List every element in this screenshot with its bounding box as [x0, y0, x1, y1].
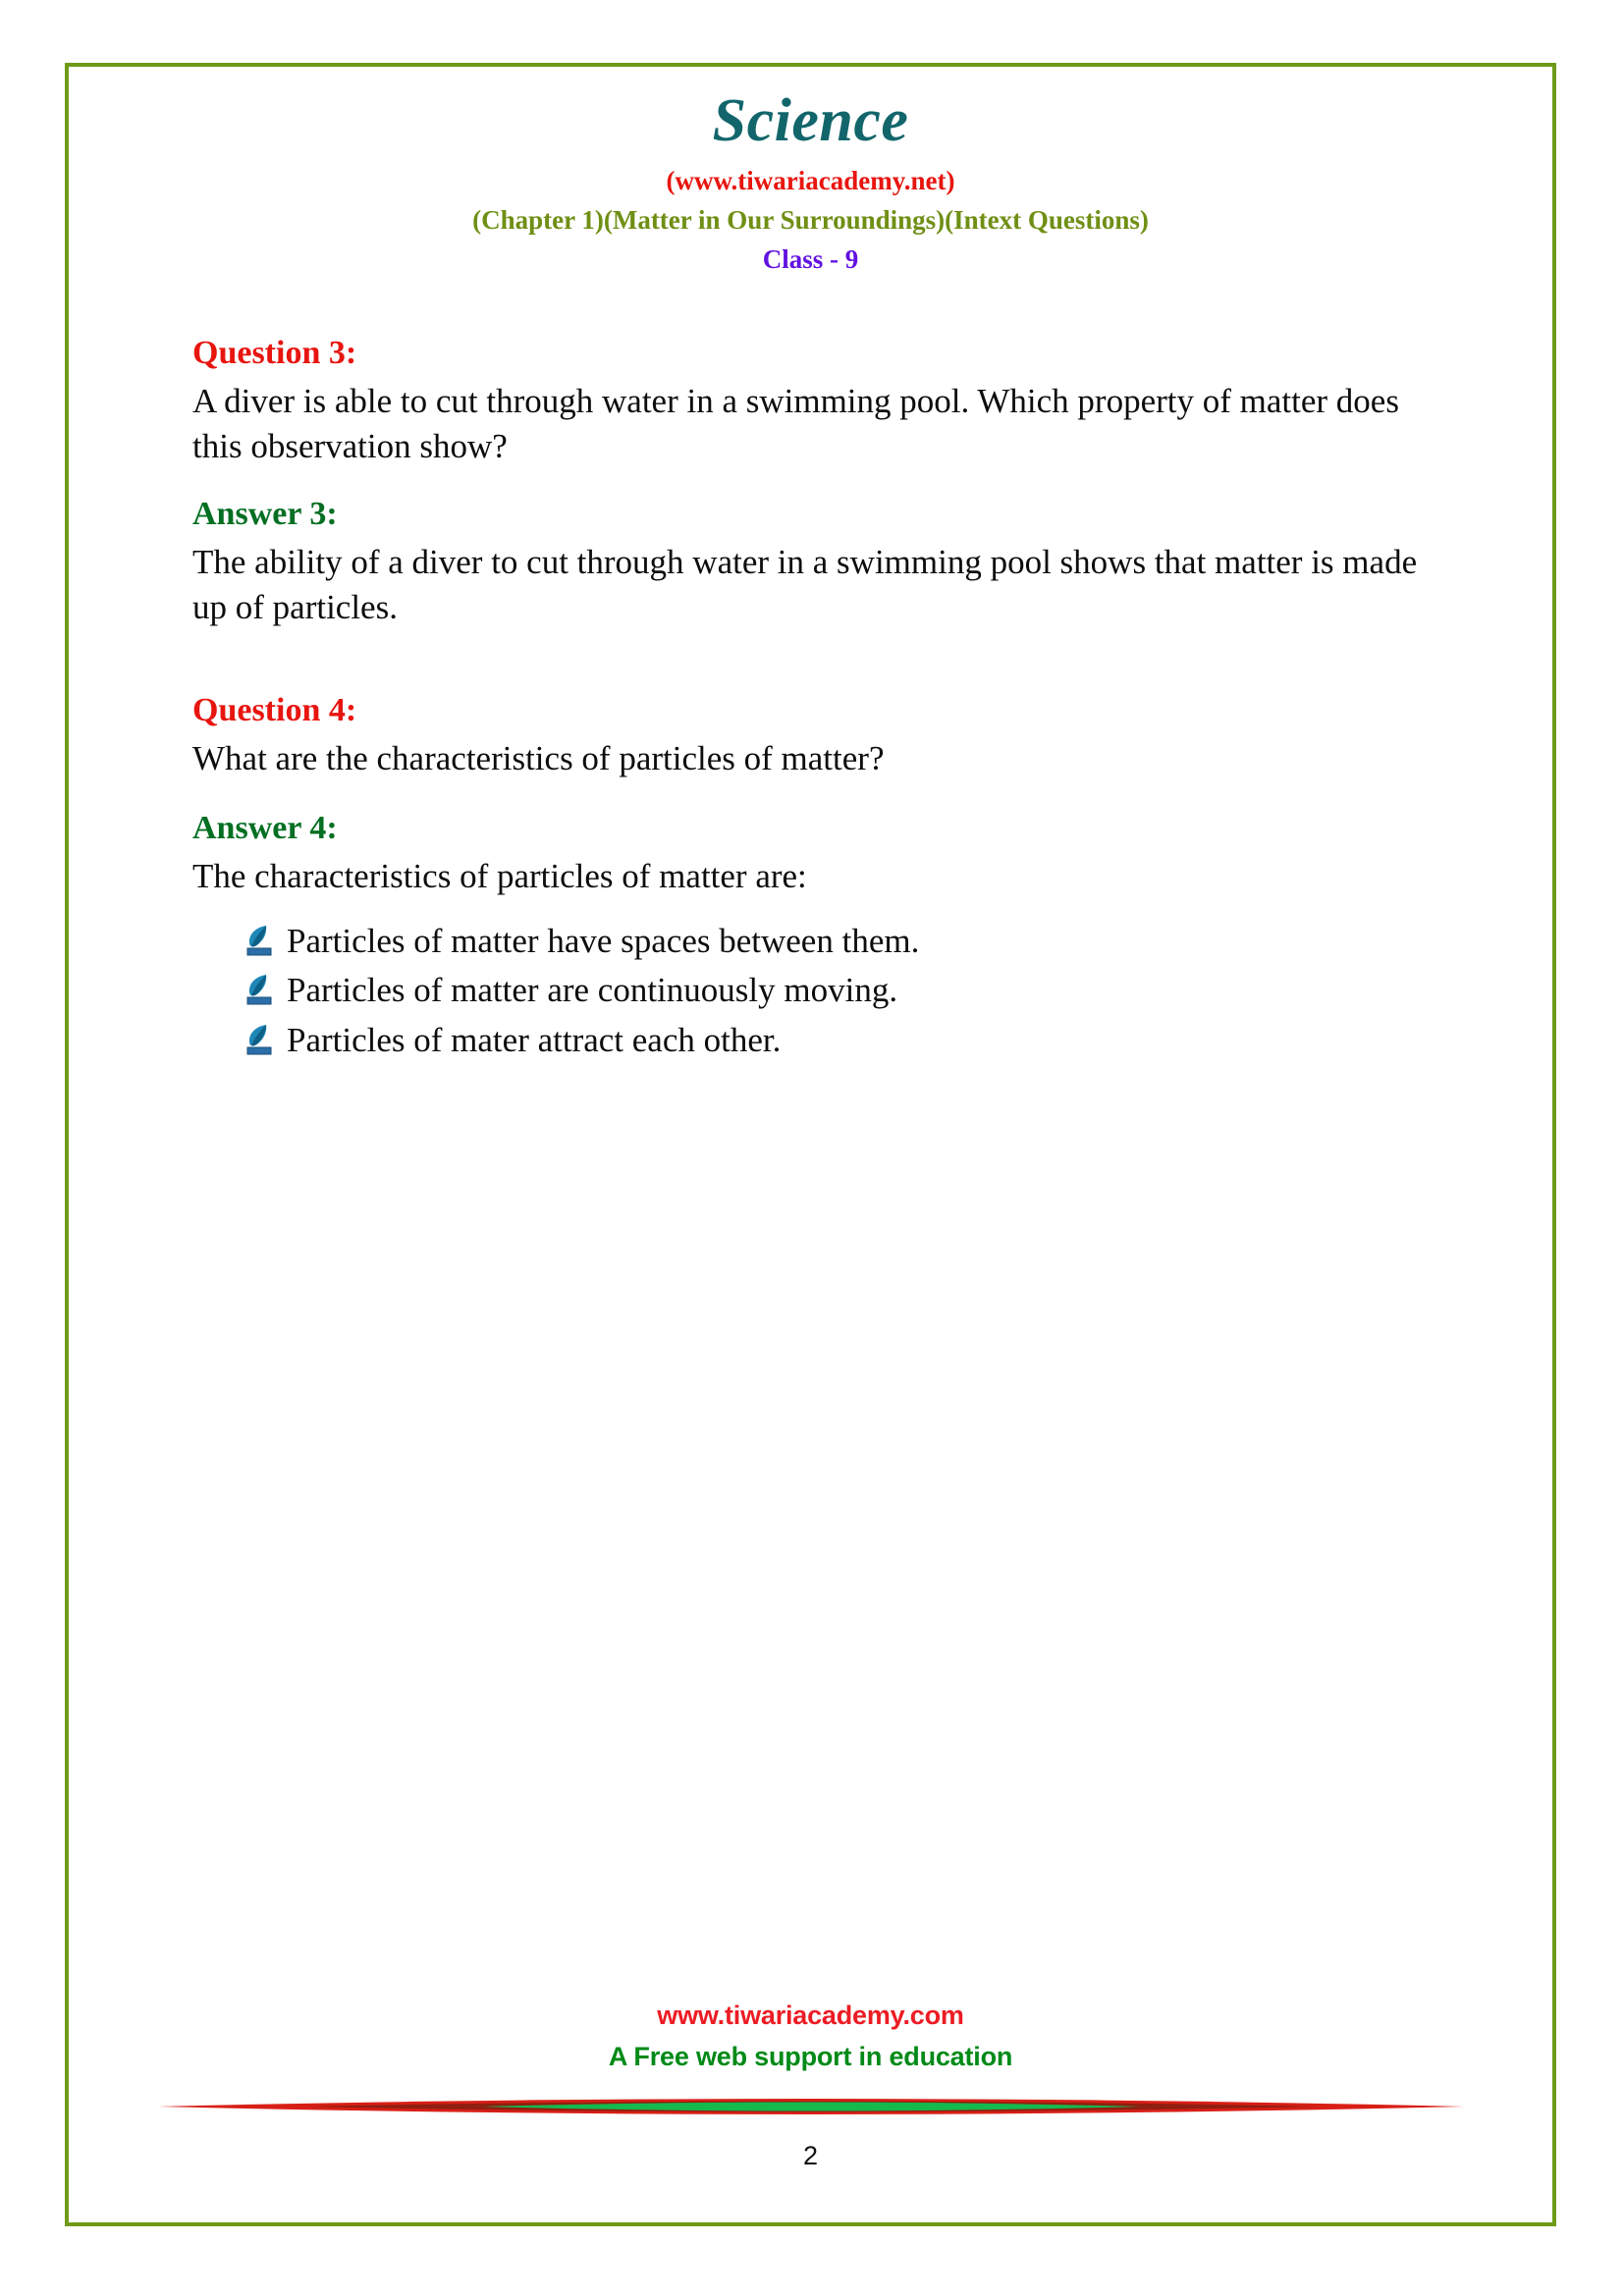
- header-website-url: (www.tiwariacademy.net): [666, 166, 955, 195]
- list-item: [245, 919, 1444, 964]
- document-content: [192, 334, 1444, 1068]
- qa-block-3: [192, 334, 1444, 469]
- question-heading-3: Question 3:: [192, 335, 357, 371]
- question-text-3: A diver is able to cut through water in a swimming pool. Which property of matter does this observation show?: [192, 382, 1399, 465]
- qa-block-4: [192, 691, 1444, 781]
- list-item-label: Particles of matter have spaces between them.: [287, 921, 920, 960]
- document-header: [65, 87, 1556, 274]
- footer-website-url[interactable]: www.tiwariacademy.com: [657, 2001, 964, 2030]
- tiwari-leaf-logo-icon: [245, 973, 275, 1006]
- footer-tagline: A Free web support in education: [608, 2042, 1013, 2071]
- page-number: 2: [802, 2141, 819, 2170]
- header-class-line: Class - 9: [762, 244, 859, 274]
- header-chapter-line: (Chapter 1)(Matter in Our Surroundings)(Intext Questions): [472, 205, 1149, 235]
- answer-text-3: The ability of a diver to cut through water in a swimming pool shows that matter is made up of particles.: [192, 542, 1418, 626]
- list-item: [245, 968, 1444, 1013]
- list-item-label: Particles of matter are continuously moving.: [287, 971, 898, 1010]
- characteristics-list: [192, 919, 1444, 1064]
- tiwari-leaf-logo-icon: [245, 1023, 275, 1056]
- footer-divider-ornament: [158, 2092, 1464, 2121]
- document-footer: [65, 2002, 1556, 2169]
- answer-block-4: [192, 809, 1444, 1063]
- tiwari-leaf-logo-icon: [245, 924, 275, 957]
- answer-heading-4: Answer 4:: [192, 809, 338, 846]
- answer-text-4: The characteristics of particles of matter are:: [192, 856, 807, 895]
- page-title: Science: [712, 87, 909, 154]
- answer-block-3: [192, 495, 1444, 630]
- list-item-label: Particles of mater attract each other.: [287, 1021, 782, 1060]
- question-heading-4: Question 4:: [192, 691, 357, 728]
- question-text-4: What are the characteristics of particles of matter?: [192, 738, 885, 777]
- list-item: [245, 1018, 1444, 1063]
- answer-heading-3: Answer 3:: [192, 495, 338, 532]
